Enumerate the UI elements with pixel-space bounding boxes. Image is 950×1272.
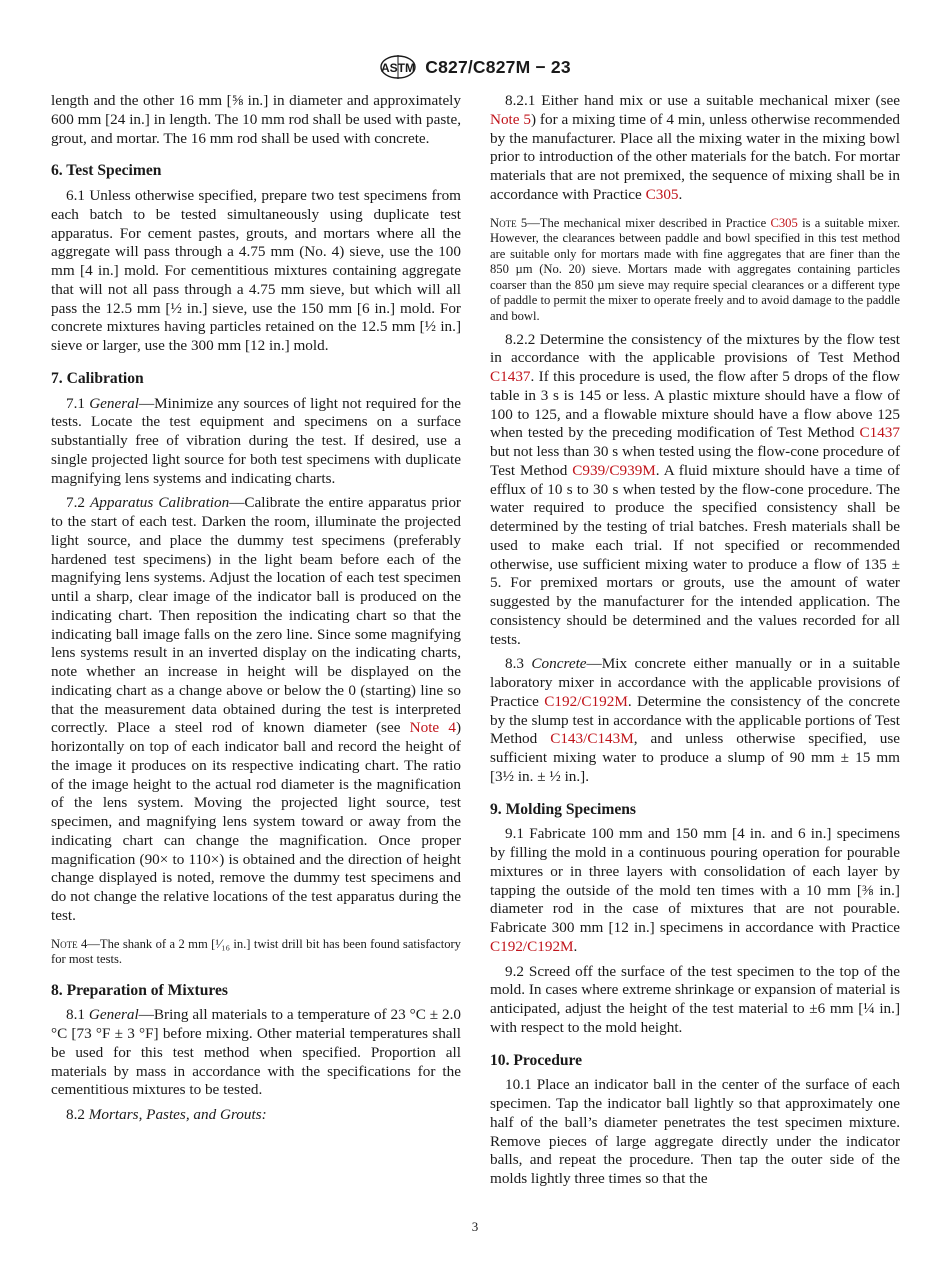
link-c305[interactable]: C305 [645,185,679,203]
right-column [490,92,900,1189]
link-c1437[interactable]: C1437 [859,424,900,442]
term-apparatus-calibration: Apparatus Calibration [90,494,230,512]
paragraph-6-1: 6.1 Unless otherwise specified, prepare two test specimens from each batch to be tested simultaneously using duplicate test apparatus. For cement pastes, grouts, and mortars where all the aggregate will pass through a 4.75 mm (No. 4) sieve, use the 100 mm [4 in.] mold. For cementitious mixtures containing aggregate that will not all pass through a 4.75 mm sieve, but which will all pass the 12.5 mm [½ in.] sieve, use the 150 mm [6 in.] mold. For concrete mixtures having particles retained on the 12.5 mm [½ in.] sieve or larger, use the 300 mm [12 in.] mold. [51,187,461,354]
paragraph-8-2-1: 8.2.1 Either hand mix or use a suitable mechanical mixer (see Note 5) for a mixing time of 4 min, unless otherwise recommended by the manufacturer. Place all the mixing water in the mixing bowl prior to introduction of the other materials for the batch. For mortar materials that are not premixed, the sequence of mixing shall be in accordance with Practice C305. [490,92,900,203]
note-label: Note 4 [51,936,88,951]
paragraph-8-2: 8.2 Mortars, Pastes, and Grouts: [66,1106,267,1124]
page-number: 3 [471,1219,479,1234]
link-c305[interactable]: C305 [770,215,798,230]
paragraph-10-1: 10.1 Place an indicator ball in the center of the surface of each specimen. Tap the indicator ball lightly so that approximately one half of the ball’s diameter penetrates the test specimen mixture. Remove pieces of large aggregate directly under the indicator balls, and repeat the procedure. Then tap the outer side of the molds lightly three times so that the [490,1076,900,1188]
left-column [51,92,461,1125]
astm-logo-icon [379,54,417,80]
link-c1437[interactable]: C1437 [490,368,531,386]
link-c143[interactable]: C143/C143M [550,730,634,748]
paragraph-8-1: 8.1 General—Bring all materials to a temperature of 23 °C ± 2.0 °C [73 °F ± 3 °F] before mixing. Other material temperatures shall be used for this test method when specified. Proportion all materials by mass in accordance with the specifications for the cementitious mixtures to be tested. [51,1006,462,1099]
paragraph-9-1: 9.1 Fabricate 100 mm and 150 mm [4 in. and 6 in.] specimens by filling the mold in a continuous pouring operation for pourable mixtures or in three layers with consolidation of each layer by tapping the outside of the mold ten times with a 10 mm [⅜ in.] diameter rod in the case of mixtures that are not pourable. Fabricate 300 mm [12 in.] specimens in accordance with Practice C192/C192M. [490,825,900,955]
note-5: Note 5—The mechanical mixer described in Practice C305 is a suitable mixer. However, the clearances between paddle and bowl specified in this test method are suitable only for mortars made with fine aggregates that are finer than the 850 µm (No. 20) sieve. Mortars made with aggregates containing particles coarser than the 850 µm sieve may require special clearances or a different type of paddle to permit the mixer to operate freely and to avoid damage to the paddle and bowl. [490,215,900,324]
section-7-heading: 7. Calibration [51,369,144,387]
note-label: Note 5 [490,215,528,230]
section-10-heading: 10. Procedure [490,1051,583,1069]
section-9-heading: 9. Molding Specimens [490,800,636,818]
paragraph-7-1: 7.1 General—Minimize any sources of light not required for the tests. Locate the test equipment and specimens on a surface substantially free of vibration during the test. If desired, use a single projected light source for both test specimens with duplicate magnifying lens systems and indicating charts. [51,394,462,487]
paragraph-8-2-2: 8.2.2 Determine the consistency of the mixtures by the flow test in accordance with the applicable provisions of Test Method C1437. If this procedure is used, the flow after 5 drops of the flow table in 3 s is 145 or less. A plastic mixture should have a flow of 100 to 125, and a flowable mixture should have a flow above 125 when tested by the preceding modification of Test Method C1437 but not less than 30 s when tested using the flow-cone procedure of Test Method C939/C939M. A fluid mixture should have a time of efflux of 10 s to 30 s when tested by the flow-cone procedure. The water required to produce the specified consistency shall be determined by the testing of trial batches. Fresh materials shall be used to make each trial. If not specified or recommended otherwise, use sufficient mixing water to produce a flow of 135 ± 5. For premixed mortars or grouts, use the amount of water suggested by the manufacturer for the intended application. The consistency should be determined and the values recorded for all tests. [490,330,900,648]
link-note-4[interactable]: Note 4 [409,719,456,737]
paragraph-8-3: 8.3 Concrete—Mix concrete either manually or in a suitable laboratory mixer in accordance with the applicable provisions of Practice C192/C192M. Determine the consistency of the concrete by the slump test in accordance with the applicable portions of Test Method C143/C143M, and unless otherwise specified, use sufficient mixing water to produce a slump of 90 mm ± 15 mm [3½ in. ± ½ in.]. [490,655,901,785]
paragraph-7-2: 7.2 Apparatus Calibration—Calibrate the entire apparatus prior to the start of each test. Darken the room, illuminate the projected light source, and place the dummy test specimens (preferably hardened test specimens) in the light beam before each of the magnifying lens systems. Adjust the location of each test specimen until a sharp, clear image of the indicator ball is produced on the indicating chart. Then reposition the indicating chart so that the indicating ball image falls on the zero line. Since some magnifying lens systems result in an inverted display on the indicating charts, note whether an increase in height will be displayed on the indicating chart as a change above or below the 0 (starting) line so that the measurement data obtained during the test is interpreted correctly. Place a steel rod of known diameter (see Note 4) horizontally on top of each indicator ball and record the height of the image it produces on its respective indicating chart. The ratio of the image height to the actual rod diameter is the magnification of the lens system. Moving the projected light source, test specimen, and magnifying lens system toward or away from the indicating chart can change the magnification. Once proper magnification (90× to 110×) is obtained and the direction of height change displayed is noted, remove the dummy test specimens and do not change the relative locations of the test apparatus during the test. [51,494,461,924]
link-c192[interactable]: C192/C192M [544,692,628,710]
section-6-heading: 6. Test Specimen [51,162,162,180]
link-c192[interactable]: C192/C192M [490,937,574,955]
paragraph-continuation: length and the other 16 mm [⅝ in.] in diameter and approximately 600 mm [24 in.] in length. The 10 mm rod shall be used with paste, grout, and mortar. The 16 mm rod shall be used with concrete. [51,92,461,147]
svg-text:ASTM: ASTM [381,61,416,75]
document-id: C827/C827M − 23 [425,56,571,77]
link-note-5[interactable]: Note 5 [490,110,531,128]
term-concrete: Concrete [531,655,587,673]
section-8-heading: 8. Preparation of Mixtures [51,981,228,999]
paragraph-9-2: 9.2 Screed off the surface of the test specimen to the top of the mold. In cases where extreme shrinkage or expansion of material is anticipated, adjust the height of the test material to ±6 mm [¼ in.] with respect to the mold height. [490,962,900,1036]
note-4: Note 4—The shank of a 2 mm [¹⁄₁₆ in.] twist drill bit has been found satisfactory for most tests. [51,936,461,967]
link-c939[interactable]: C939/C939M [572,461,656,479]
page-header [0,54,950,84]
term-general: General [88,1006,139,1024]
term-mortars-pastes-grouts: Mortars, Pastes, and Grouts: [88,1106,267,1124]
term-general: General [89,394,139,412]
